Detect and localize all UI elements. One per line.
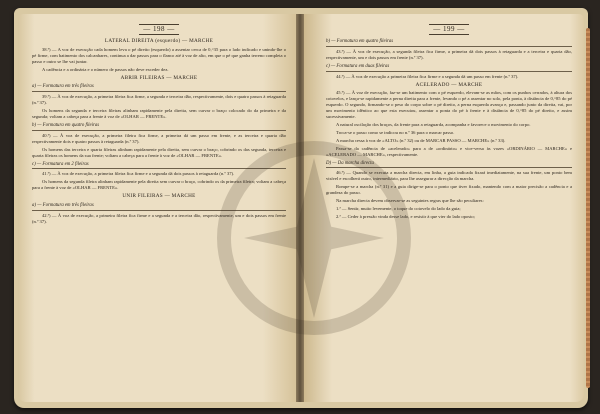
- paragraph-40: 40.ª) — À voz de execução, a primeira fileira fica firme, a primeira dá um passo em frente, e as terceira e quarta dão respectivamente dois e quatro passos à retaguarda (n.º 37).: [32, 132, 286, 144]
- paragraph-41b: Os homens da segunda fileira alinham rapidamente pela direita sem curvar o braço, cobrindo os da primeira fileira; voltam a cabeça para a frente à voz de «OLHAR — FRENTE».: [32, 179, 286, 191]
- paragraph-45e: Passa-se da cadência de «acelerado» para a de «ordinário» e vice-versa às vozes «ORDINÁRIO — MARCHE» e «ACELERADO — MARCHE», respectivamente.: [326, 145, 572, 157]
- subheading-duas-fileiras-r: c) — Formatura em duas fileiras: [326, 64, 572, 72]
- paragraph-45b: A natural oscilação dos braços, da frente para a retaguarda, acompanha e favorece o movimento do corpo.: [336, 121, 531, 127]
- subheading-tres-fileiras: a) — Formatura em três fileiras: [32, 84, 286, 92]
- heading-abrir-fileiras: ABRIR FILEIRAS — MARCHE: [120, 74, 198, 81]
- paragraph-43: 43.ª) — À voz de execução, a segunda fileira fica firme, a primeira dá dois passos à retaguarda e a terceira e quarta dão, respectivamente, um e dois passos em frente (n.º 37).: [326, 48, 572, 60]
- subheading-quatro-fileiras: b) — Formatura em quatro fileiras: [32, 123, 286, 131]
- heading-lateral: LATERAL DIREITA (esquerdo) — MARCHE: [104, 38, 214, 44]
- subheading-marcha-directa: D) — Da marcha directa: [326, 161, 572, 169]
- book-gutter: [296, 14, 304, 402]
- rule-1: 1.ª — Sentir, muito levemente, o toque do cotovelo do lado da guia;: [336, 205, 461, 211]
- paragraph-44: 44.ª) — À voz de execução a primeira fileira fica firme e a segunda dá um passo em frente (n.º 37).: [336, 73, 519, 79]
- heading-unir-fileiras: UNIR FILEIRAS — MARCHE: [122, 193, 196, 200]
- subheading-quatro-fileiras-r: b) — Formatura em quatro fileiras: [326, 39, 572, 47]
- rule-2: 2.ª — Ceder à pressão vinda desse lado, e resistir à que vier do lado oposto;: [336, 213, 475, 219]
- paragraph-45d: A marcha cessa à voz de «ALTO» (n.º 32) ou de MARCAR PASSO — MARCHE» (n.º 33).: [336, 137, 506, 143]
- heading-acelerado: ACELERADO — MARCHE: [415, 81, 483, 88]
- page-edge: [586, 28, 590, 388]
- left-page: [18, 14, 296, 402]
- paragraph-42: 42.ª) — À voz de execução, a primeira fileira fica firme e a segunda e a terceira dão, respectivamente, um e dois passos em frente (n.º 37).: [32, 212, 286, 224]
- paragraph-38: 38.ª) — A voz de execução cada homem leva o pé direito (esquerdo) a assentar cerca de 0,“35 para o lado indicado e unindo-lhe o pé firme, com batimento dos calcanhares, continua a dar passos para o flanco até à voz de alto, em que o pé que ganha terreno completa o passo e outro se lhe vai juntar.: [32, 46, 286, 64]
- paragraph-46b: Rompe-se a marcha (n.º 31) e a guia dirige-se para o ponto que tiver fixado, mantendo com a maior precisão a cadência e a grandeza do passo.: [326, 184, 572, 196]
- paragraph-40b: Os homens das terceira e quarta fileiras alinham rapidamente pela direita, sem curvar o braço, cobrindo os das segunda, terceira e quarta fileiras os homens da sua frente; voltam a cabeça para a frente à voz de «OLHAR — FRENTE».: [32, 146, 286, 158]
- page-number-right: — 199 —: [429, 24, 469, 35]
- page-number-left: — 198 —: [139, 24, 179, 35]
- paragraph-45: 45.ª) — À voz de execução, faz-se um batimento com o pé esquerdo, elevam-se as mãos, com os punhos cerrados, à altura dos cotovelos, e lança-se rapidamente a perna direita para a frente, levando o pé a assentar no solo, pela ponta, à distância de 0,“85 do pé esquerdo. O segundo, firmando-se o peso do corpo sobre o pé direito, a perna esquerda avança e, passando junto da direita, vai, por um movimento idêntico ao que esta executou, assentar a ponta do pé à frente e à distância de 0,“85 do pé direito, e assim sucessivamente.: [326, 90, 572, 120]
- paragraph-46c: Na marcha directa devem observar-se as seguintes regras que lhe são peculiares:: [336, 198, 484, 204]
- paragraph-39b: Os homens da segunda e terceira fileiras alinham rapidamente pela direita, sem curvar o braço colocado do da primeira e da segunda; voltam a cabeça para a frente à voz de «OLHAR — FRENTE».: [32, 108, 286, 120]
- subheading-tres-fileiras-2: a) — Formatura em três fileiras: [32, 203, 286, 211]
- paragraph-39: 39.ª) — À voz de execução, a primeira fileira fica firme, a segunda e terceira dão, respectivamente, dois e quatro passos à retaguarda (n.º 37).: [32, 94, 286, 106]
- paragraph-note: A cadência e a ordinária e o número de passos não deve exceder dez.: [42, 66, 169, 72]
- paragraph-46: 46.ª) — Quando se executa a marcha directa, em linha, a guia indicada fixará imediatamente, na sua frente, um ponto bem visível e escolherá outro, intermediário, para lhe assegurar a direcção da marcha.: [326, 170, 572, 182]
- right-page: [304, 14, 584, 402]
- paragraph-45c: Troca-se o passo como se indicou no n.º 36 para o marcar passo.: [336, 129, 455, 135]
- open-book: [14, 8, 588, 408]
- subheading-duas-fileiras: c) — Formatura em 2 fileiras: [32, 162, 286, 170]
- paragraph-41: 41.ª) — À voz de execução, a primeira fileira fica firme e a segunda dá dois passos à retaguarda (n.º 37).: [42, 171, 235, 177]
